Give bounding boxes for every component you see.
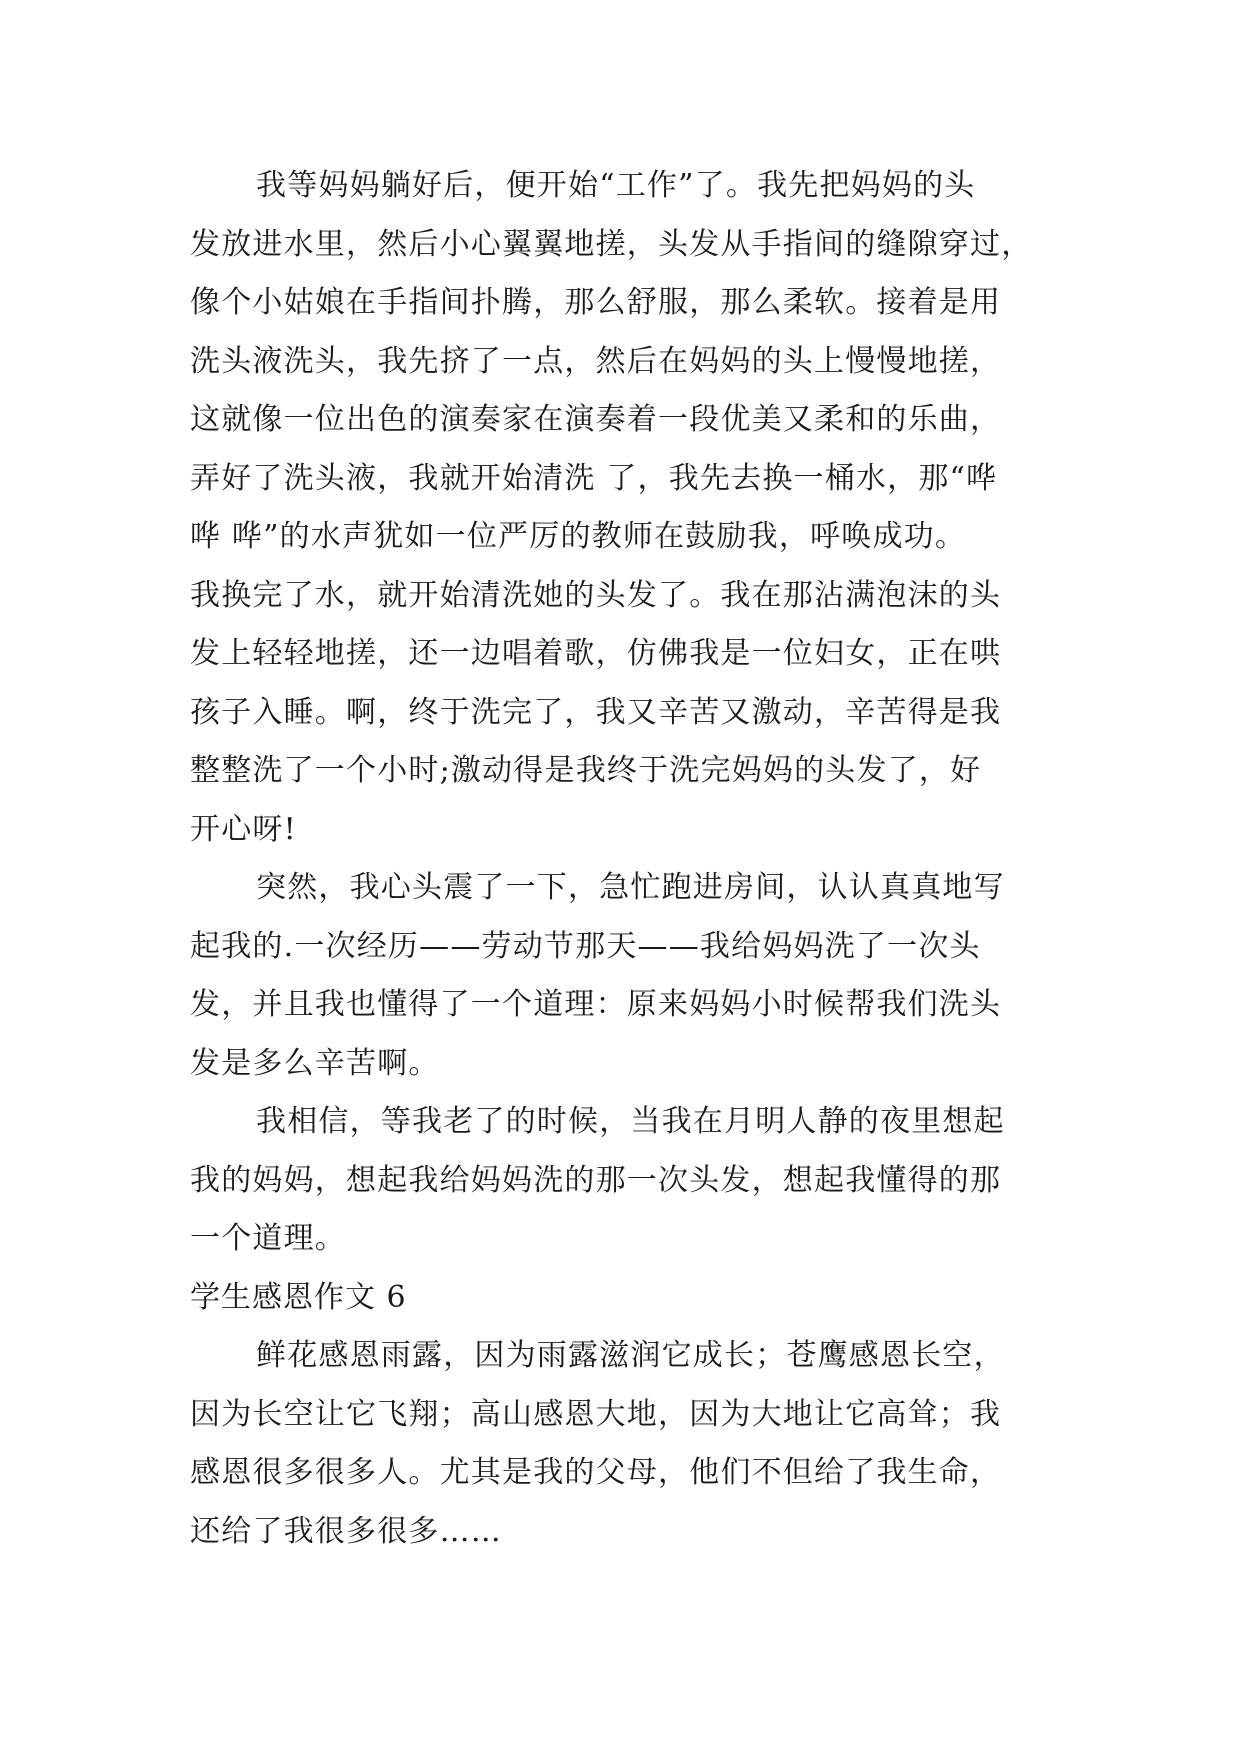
paragraph-line: 洗头液洗头，我先挤了一点，然后在妈妈的头上慢慢地搓， bbox=[190, 343, 1002, 379]
paragraph-3 bbox=[190, 1093, 1050, 1269]
paragraph-line: 鲜花感恩雨露，因为雨露滋润它成长；苍鹰感恩长空， bbox=[256, 1338, 1005, 1373]
paragraph-2 bbox=[190, 859, 1050, 1093]
paragraph-line: 突然，我心头震了一下，急忙跑进房间，认认真真地写 bbox=[256, 870, 1005, 905]
paragraph-line: 发，并且我也懂得了一个道理：原来妈妈小时候帮我们洗头 bbox=[190, 987, 1002, 1022]
paragraph-line: 开心呀! bbox=[190, 811, 297, 847]
paragraph-line: 感恩很多很多人。尤其是我的父母，他们不但给了我生命， bbox=[190, 1455, 1002, 1490]
section-title: 学生感恩作文 6 bbox=[190, 1279, 407, 1315]
paragraph-line: 我相信，等我老了的时候，当我在月明人静的夜里想起 bbox=[256, 1104, 1005, 1139]
paragraph-line: 发上轻轻地搓，还一边唱着歌，仿佛我是一位妇女，正在哄 bbox=[190, 636, 1002, 671]
paragraph-1 bbox=[190, 157, 1050, 859]
paragraph-line: 哗 哗”的水声犹如一位严厉的教师在鼓励我，呼唤成功。 bbox=[190, 519, 967, 554]
paragraph-line: 因为长空让它飞翔；高山感恩大地，因为大地让它高耸；我 bbox=[190, 1396, 1002, 1432]
paragraph-line: 发放进水里，然后小心翼翼地搓，头发从手指间的缝隙穿过， bbox=[190, 226, 1033, 262]
paragraph-line: 这就像一位出色的演奏家在演奏着一段优美又柔和的乐曲， bbox=[190, 402, 1002, 437]
paragraph-line: 还给了我很多很多…… bbox=[190, 1513, 502, 1549]
paragraph-line: 一个道理。 bbox=[190, 1221, 346, 1256]
paragraph-line: 我等妈妈躺好后，便开始“工作”了。我先把妈妈的头 bbox=[256, 168, 976, 203]
paragraph-line: 起我的.一次经历——劳动节那天——我给妈妈洗了一次头 bbox=[190, 928, 981, 964]
paragraph-line: 整整洗了一个小时;激动得是我终于洗完妈妈的头发了，好 bbox=[190, 753, 982, 788]
paragraph-line: 像个小姑娘在手指间扑腾，那么舒服，那么柔软。接着是用 bbox=[190, 285, 1002, 320]
paragraph-line: 孩子入睡。啊，终于洗完了，我又辛苦又激动，辛苦得是我 bbox=[190, 694, 1002, 730]
document-body bbox=[190, 157, 1050, 1561]
paragraph-line: 弄好了洗头液，我就开始清洗 了，我先去换一桶水，那“哗 bbox=[190, 460, 998, 496]
paragraph-line: 我换完了水，就开始清洗她的头发了。我在那沾满泡沫的头 bbox=[190, 577, 1002, 613]
paragraph-4 bbox=[190, 1327, 1050, 1561]
paragraph-line: 发是多么辛苦啊。 bbox=[190, 1045, 440, 1081]
paragraph-line: 我的妈妈，想起我给妈妈洗的那一次头发，想起我懂得的那 bbox=[190, 1162, 1002, 1198]
